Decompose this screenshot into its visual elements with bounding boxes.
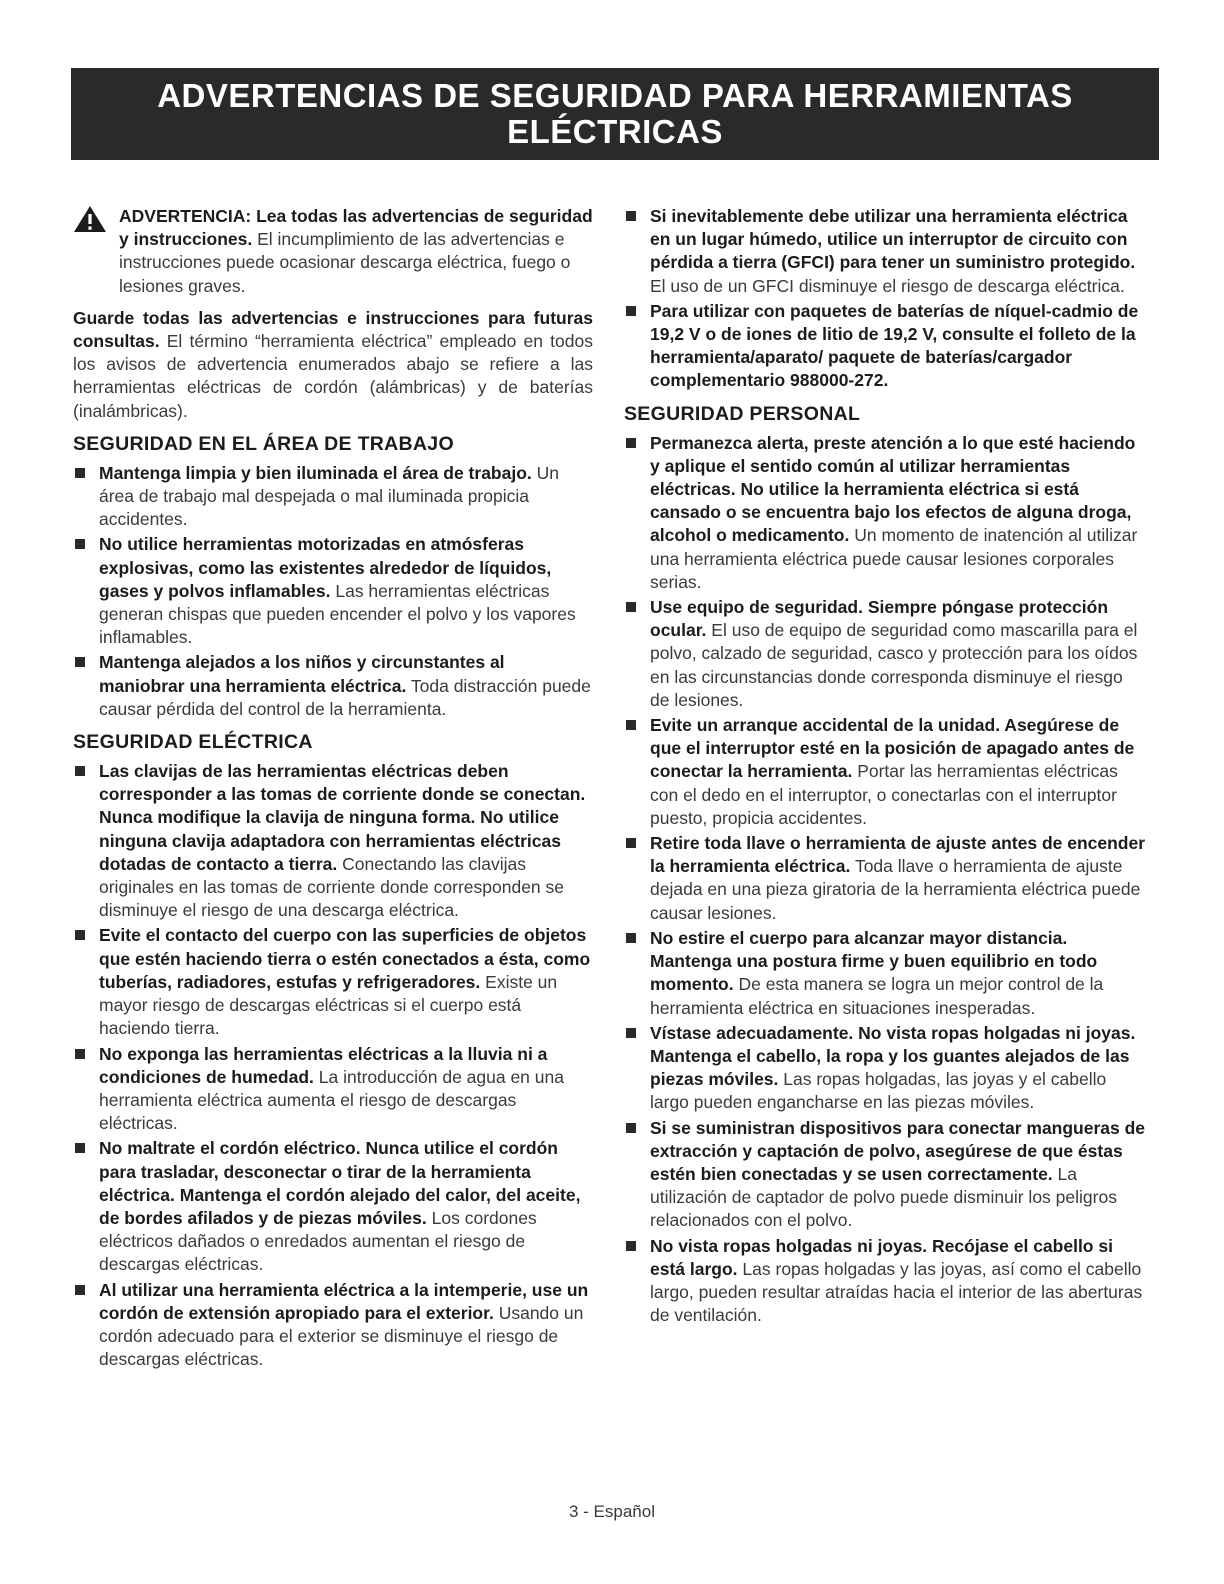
intro-text: El término “herramienta eléctrica” empleado en todos los avisos de advertencia enumerados abajo se refiere a las herramientas eléctricas de cordón (alámbricas) y de baterías (inalámbricas). bbox=[73, 331, 593, 421]
item-bold: No exponga las herramientas eléctricas a la lluvia ni a condiciones de humedad. bbox=[99, 1043, 548, 1087]
list-item bbox=[73, 760, 593, 922]
warning-label: ADVERTENCIA: bbox=[119, 206, 252, 226]
bullet-icon bbox=[75, 930, 85, 940]
bullet-icon bbox=[626, 838, 636, 848]
list-item bbox=[73, 462, 593, 532]
item-bold: No maltrate el cordón eléctrico. Nunca utilice el cordón para trasladar, desconectar o tirar de la herramienta eléctrica. Mantenga el cordón alejado del calor, del aceite, de bordes afilados y de piezas móviles. bbox=[99, 1138, 581, 1228]
item-text: Portar las herramientas eléctricas con el dedo en el interruptor, o conectarlas con el interruptor puesto, propicia accidentes. bbox=[650, 761, 1118, 828]
warning-block bbox=[73, 205, 593, 298]
list-item bbox=[73, 924, 593, 1040]
bullet-icon bbox=[626, 1123, 636, 1133]
list-item bbox=[73, 1279, 593, 1372]
item-text: Un área de trabajo mal despejada o mal iluminada propicia accidentes. bbox=[99, 462, 560, 530]
bullet-icon bbox=[75, 657, 85, 667]
item-bold: Vístase adecuadamente. No vista ropas holgadas ni joyas. Mantenga el cabello, la ropa y los guantes alejados de las piezas móviles. bbox=[650, 1022, 1136, 1090]
page-footer: 3 - Español bbox=[569, 1502, 655, 1521]
item-bold: Evite el contacto del cuerpo con las superficies de objetos que estén haciendo tierra o estén conectados a ésta, como tuberías, radiadores, estufas y refrigeradores. bbox=[99, 925, 591, 992]
page-title-banner bbox=[71, 68, 1159, 160]
item-bold: Mantenga alejados a los niños y circunstantes al maniobrar una herramienta eléctrica. bbox=[99, 652, 505, 696]
bullet-icon bbox=[626, 1241, 636, 1251]
bullet-icon bbox=[626, 306, 636, 316]
item-text: La utilización de captador de polvo puede disminuir los peligros relacionados con el polvo. bbox=[650, 1163, 1117, 1231]
intro-paragraph bbox=[73, 307, 593, 423]
work-area-list bbox=[73, 462, 593, 721]
item-text: Usando un cordón adecuado para el exterior se disminuye el riesgo de descargas eléctricas. bbox=[99, 1302, 584, 1370]
list-item bbox=[624, 205, 1146, 298]
personal-list bbox=[624, 432, 1146, 1328]
list-item bbox=[624, 714, 1146, 830]
bullet-icon bbox=[626, 933, 636, 943]
item-text: Un momento de inatención al utilizar una herramienta eléctrica puede causar lesiones corporales serias. bbox=[650, 525, 1138, 592]
bullet-icon bbox=[75, 1143, 85, 1153]
item-text: Las herramientas eléctricas generan chispas que pueden encender el polvo y los vapores inflamables. bbox=[99, 580, 576, 648]
item-text: El uso de equipo de seguridad como mascarilla para el polvo, calzado de seguridad, casco y protección para los oídos en las circunstancias donde corresponda disminuye el riesgo de lesiones. bbox=[650, 620, 1138, 710]
bullet-icon bbox=[75, 1285, 85, 1295]
warning-text: El incumplimiento de las advertencias e instrucciones puede ocasionar descarga eléctrica, fuego o lesiones graves. bbox=[119, 229, 571, 296]
item-bold: Evite un arranque accidental de la unidad. Asegúrese de que el interruptor esté en la posición de apagado antes de conectar la herramienta. bbox=[650, 715, 1135, 782]
item-text: Conectando las clavijas originales en las tomas de corriente donde corresponden se disminuye el riesgo de una descarga eléctrica. bbox=[99, 853, 565, 921]
item-bold: Si inevitablemente debe utilizar una herramienta eléctrica en un lugar húmedo, utilice un interruptor de circuito con pérdida a tierra (GFCI) para tener un suministro protegido. bbox=[650, 206, 1136, 273]
list-item bbox=[73, 651, 593, 721]
item-text: Existe un mayor riesgo de descargas eléctricas si el cuerpo está haciendo tierra. bbox=[99, 971, 558, 1039]
right-column bbox=[624, 205, 1146, 1329]
list-item bbox=[624, 1022, 1146, 1115]
item-bold: Mantenga limpia y bien iluminada el área de trabajo. bbox=[99, 462, 532, 483]
page-title-line-1: ADVERTENCIAS DE SEGURIDAD PARA HERRAMIENTAS bbox=[157, 77, 1073, 114]
item-bold: Si se suministran dispositivos para conectar mangueras de extracción y captación de polvo, asegúrese de que éstas estén bien conectadas y se usen correctamente. bbox=[650, 1117, 1146, 1184]
item-bold: No vista ropas holgadas ni joyas. Recójase el cabello si está largo. bbox=[650, 1235, 1113, 1279]
section-title-work-area: SEGURIDAD EN EL ÁREA DE TRABAJO bbox=[73, 432, 454, 455]
section-title-electrical: SEGURIDAD ELÉCTRICA bbox=[73, 731, 313, 754]
list-item bbox=[73, 1137, 593, 1276]
item-bold: Al utilizar una herramienta eléctrica a la intemperie, use un cordón de extensión apropiado para el exterior. bbox=[99, 1279, 589, 1323]
left-column bbox=[73, 205, 593, 1373]
bullet-icon bbox=[626, 211, 636, 221]
item-text: Los cordones eléctricos dañados o enredados aumentan el riesgo de descargas eléctricas. bbox=[99, 1207, 537, 1275]
list-item bbox=[624, 300, 1146, 393]
bullet-icon bbox=[626, 602, 636, 612]
list-item bbox=[624, 1235, 1146, 1328]
item-bold: Use equipo de seguridad. Siempre póngase protección ocular. bbox=[650, 597, 1109, 641]
warning-triangle-icon bbox=[73, 205, 107, 233]
item-bold: Permanezca alerta, preste atención a lo que esté haciendo y aplique el sentido común al utilizar herramientas eléctricas. No utilice la herramienta eléctrica si está cansado o se encuentra bajo los efectos de alguna droga, alcohol o medicamento. bbox=[650, 432, 1136, 546]
item-text: Las ropas holgadas y las joyas, así como el cabello largo, pueden resultar atraídas hacia el interior de las aberturas de ventilación. bbox=[650, 1258, 1143, 1326]
list-item bbox=[624, 1117, 1146, 1233]
bullet-icon bbox=[75, 766, 85, 776]
bullet-icon bbox=[626, 438, 636, 448]
bullet-icon bbox=[626, 1028, 636, 1038]
item-text: Toda distracción puede causar pérdida del control de la herramienta. bbox=[99, 675, 591, 719]
bullet-icon bbox=[626, 720, 636, 730]
list-item bbox=[624, 432, 1146, 594]
list-item bbox=[624, 832, 1146, 925]
page-title-line-2: ELÉCTRICAS bbox=[507, 113, 723, 150]
list-item bbox=[624, 596, 1146, 712]
bullet-icon bbox=[75, 539, 85, 549]
list-item bbox=[73, 533, 593, 649]
list-item bbox=[73, 1043, 593, 1136]
item-bold: Retire toda llave o herramienta de ajuste antes de encender la herramienta eléctrica. bbox=[650, 833, 1146, 877]
list-item bbox=[624, 927, 1146, 1020]
item-bold: No utilice herramientas motorizadas en atmósferas explosivas, como las existentes alrededor de líquidos, gases y polvos inflamables. bbox=[99, 534, 552, 601]
item-text: De esta manera se logra un mejor control de la herramienta eléctrica en situaciones inesperadas. bbox=[650, 974, 1104, 1018]
item-bold: No estire el cuerpo para alcanzar mayor distancia. Mantenga una postura firme y buen equilibrio en todo momento. bbox=[650, 927, 1098, 995]
item-bold: Las clavijas de las herramientas eléctricas deben corresponder a las tomas de corriente donde se conectan. Nunca modifique la clavija de ninguna forma. No utilice ninguna clavija adaptadora con herramientas eléctricas dotadas de contacto a tierra. bbox=[99, 761, 586, 874]
item-text: Las ropas holgadas, las joyas y el cabello largo pueden engancharse en las piezas móviles. bbox=[650, 1069, 1107, 1113]
section-title-personal: SEGURIDAD PERSONAL bbox=[624, 402, 861, 425]
bullet-icon bbox=[75, 1049, 85, 1059]
item-text: La introducción de agua en una herramienta eléctrica aumenta el riesgo de descargas eléctricas. bbox=[99, 1066, 564, 1134]
electrical-continued-list bbox=[624, 205, 1146, 393]
item-text: Toda llave o herramienta de ajuste dejada en una pieza giratoria de la herramienta eléctrica puede causar lesiones. bbox=[650, 856, 1141, 923]
warning-bold-text: Lea todas las advertencias de seguridad y instrucciones. bbox=[119, 206, 593, 250]
electrical-list bbox=[73, 760, 593, 1371]
intro-bold-text: Guarde todas las advertencias e instrucciones para futuras consultas. bbox=[73, 307, 593, 352]
bullet-icon bbox=[75, 468, 85, 478]
item-text: El uso de un GFCI disminuye el riesgo de descarga eléctrica. bbox=[650, 275, 1125, 296]
item-bold: Para utilizar con paquetes de baterías de níquel-cadmio de 19,2 V o de iones de litio de 19,2 V, consulte el folleto de la herramienta/aparato/ paquete de baterías/cargador complementario 988000-272. bbox=[650, 300, 1139, 391]
